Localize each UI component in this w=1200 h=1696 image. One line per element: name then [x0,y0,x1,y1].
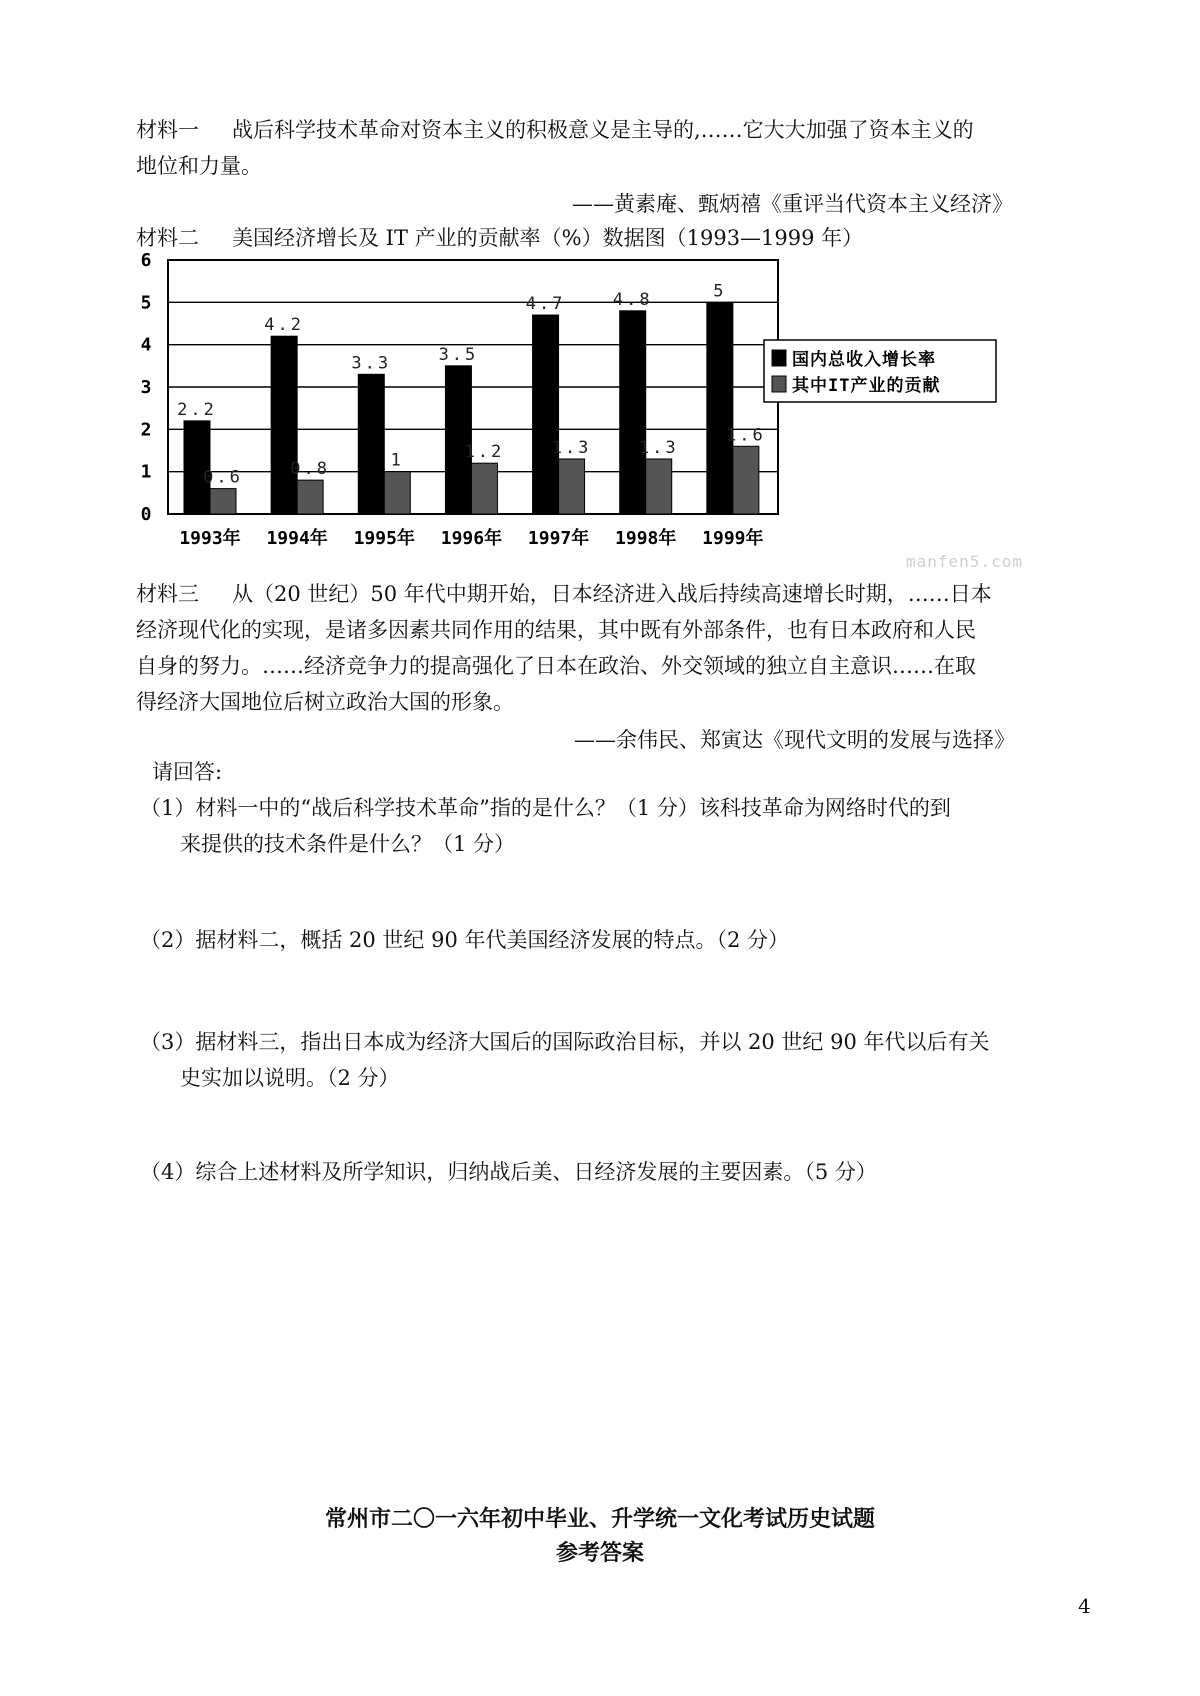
answer-section-title: 常州市二〇一六年初中毕业、升学统一文化考试历史试题 [324,1506,875,1532]
y-tick-label: 3 [140,377,152,398]
answer-section-subtitle: 参考答案 [555,1540,644,1566]
data-label: 0.6 [203,467,243,488]
data-label: 4.8 [612,289,653,310]
question-1-line2: 来提供的技术条件是什么？（1 分） [180,832,516,856]
x-tick-label: 1993年 [179,528,241,549]
material2-label: 材料二 [136,226,199,250]
material3-text-line3: 自身的努力。……经济竞争力的提高强化了日本在政治、外交领域的独立自主意识……在取 [136,654,976,678]
data-label: 3.5 [438,344,479,365]
y-tick-label: 0 [140,504,152,525]
material3-label: 材料三 [136,582,199,606]
data-label: 4.2 [264,315,305,336]
bar-growth-5 [620,311,646,514]
x-tick-label: 1999年 [702,528,764,549]
bar-growth-3 [445,366,471,514]
bar-it-3 [471,463,497,514]
y-tick-label: 5 [140,292,152,314]
question-1-line1: （1）材料一中的“战后科学技术革命”指的是什么？（1 分）该科技革命为网络时代的到 [140,796,951,820]
bar-it-1 [297,480,323,514]
material1-source: ——黄素庵、甄炳禧《重评当代资本主义经济》 [572,192,1013,216]
legend-swatch [772,376,786,392]
data-label: 4.7 [525,294,566,315]
y-tick-label: 2 [140,419,152,441]
bar-growth-6 [707,302,733,514]
material2-title: 美国经济增长及 IT 产业的贡献率（%）数据图（1993—1999 年） [232,226,864,250]
material3-source: ——余伟民、郑寅达《现代文明的发展与选择》 [574,728,1015,752]
bar-it-2 [384,472,410,514]
material3-text-line1: 从（20 世纪）50 年代中期开始，日本经济进入战后持续高速增长时期，……日本 [232,582,992,606]
legend-swatch [772,350,786,366]
x-tick-label: 1998年 [615,528,677,549]
bar-it-4 [559,459,585,514]
watermark: manfen5.com [906,552,1023,571]
page-number: 4 [1078,1594,1091,1618]
question-3-line2: 史实加以说明。（2 分） [180,1066,400,1090]
y-tick-label: 1 [140,461,152,483]
legend-label: 国内总收入增长率 [792,350,936,370]
bar-growth-1 [271,336,297,514]
question-2: （2）据材料二，概括 20 世纪 90 年代美国经济发展的特点。（2 分） [140,928,790,952]
data-label: 1.6 [725,425,766,446]
question-3-line1: （3）据材料三，指出日本成为经济大国后的国际政治目标，并以 20 世纪 90 年代以后有关 [140,1030,990,1054]
y-tick-label: 4 [140,334,152,356]
x-tick-label: 1997年 [527,528,590,549]
x-tick-label: 1994年 [266,528,328,549]
bar-it-6 [733,446,759,514]
bar-chart [132,252,1072,582]
bar-growth-4 [533,315,559,514]
answer-prompt: 请回答: [152,760,223,784]
data-label: 1.2 [464,442,505,463]
material1-label: 材料一 [136,118,199,142]
material3-text-line2: 经济现代化的实现，是诸多因素共同作用的结果，其中既有外部条件，也有日本政府和人民 [136,618,976,642]
y-tick-label: 6 [140,252,152,271]
bar-it-5 [646,459,672,514]
material1-text-line1: 战后科学技术革命对资本主义的积极意义是主导的,……它大大加强了资本主义的 [232,118,974,142]
x-tick-label: 1996年 [440,528,503,549]
data-label: 1.3 [551,437,592,458]
question-4: （4）综合上述材料及所学知识，归纳战后美、日经济发展的主要因素。（5 分） [140,1160,877,1184]
data-label: 3.3 [351,353,392,374]
bar-it-0 [210,489,236,514]
material1-text-line2: 地位和力量。 [136,154,262,178]
data-label: 2.2 [177,399,217,420]
legend-label: 其中IT产业的贡献 [792,376,941,396]
data-label: 0.8 [290,459,331,480]
data-label: 5 [713,281,727,302]
bar-growth-2 [358,374,384,514]
data-label: 1.3 [638,437,679,458]
material3-text-line4: 得经济大国地位后树立政治大国的形象。 [136,690,514,714]
x-tick-label: 1995年 [353,528,415,549]
data-label: 1 [390,450,404,471]
